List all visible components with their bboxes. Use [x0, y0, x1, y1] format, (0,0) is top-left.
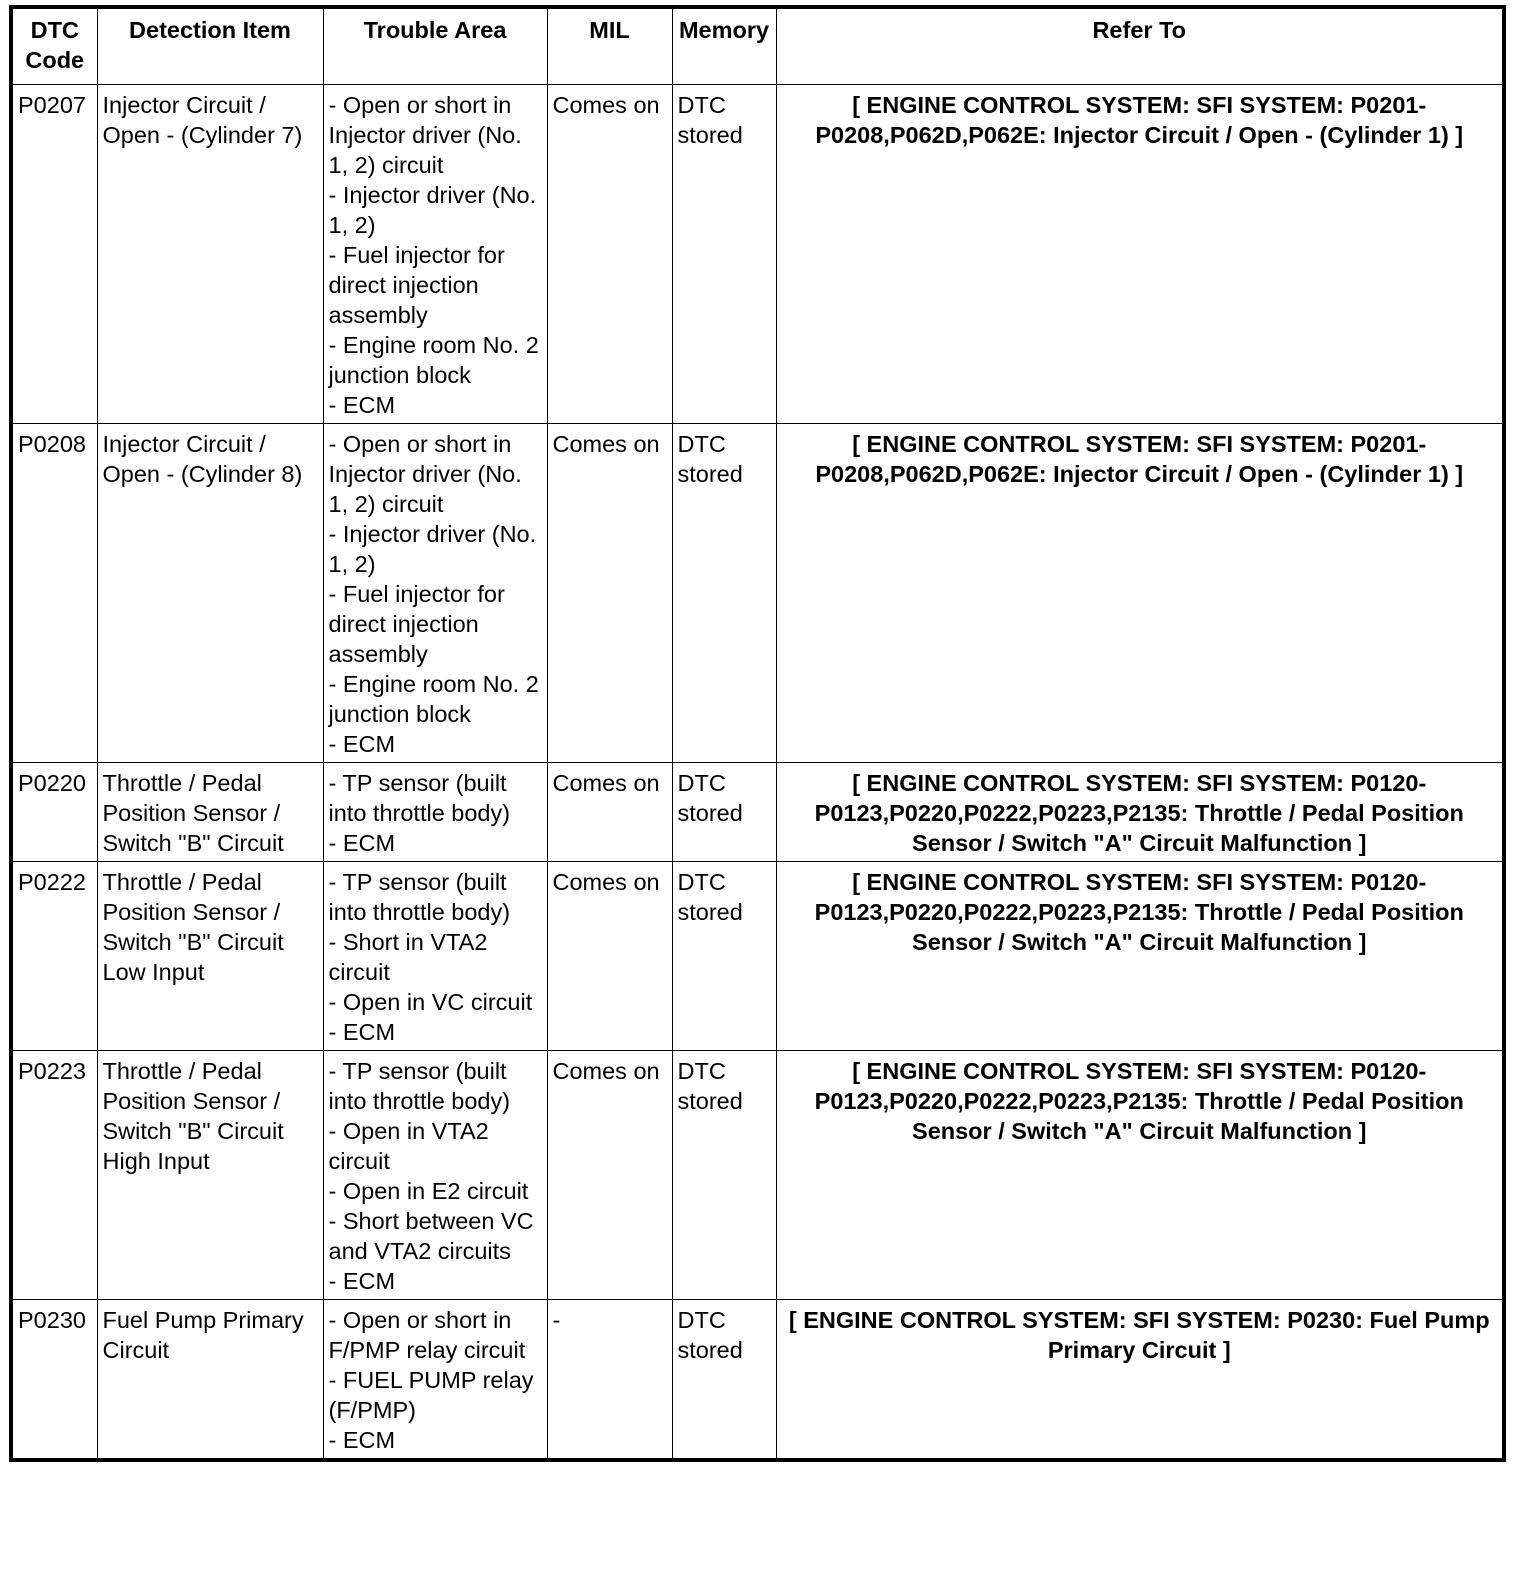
mil-cell: Comes on [547, 862, 672, 1051]
memory-cell: DTC stored [672, 1051, 776, 1300]
trouble-area-line: - Open in VC circuit [328, 989, 533, 1015]
trouble-area-line: - Fuel injector for direct injection assembly [328, 242, 505, 328]
dtc-code-cell: P0208 [11, 424, 97, 763]
detection-item-cell: Injector Circuit / Open - (Cylinder 7) [97, 85, 323, 424]
trouble-area-line: - Open or short in Injector driver (No. 1, 2) circuit [328, 431, 522, 517]
table-row [11, 1300, 1504, 1461]
trouble-area-cell [323, 1300, 547, 1461]
detection-item-cell: Throttle / Pedal Position Sensor / Switch "B" Circuit [97, 763, 323, 862]
mil-cell: Comes on [547, 85, 672, 424]
trouble-area-line: - Fuel injector for direct injection assembly [328, 581, 505, 667]
table-row [11, 85, 1504, 424]
detection-item-cell: Fuel Pump Primary Circuit [97, 1300, 323, 1461]
header-row [11, 7, 1504, 85]
refer-to-cell: [ ENGINE CONTROL SYSTEM: SFI SYSTEM: P0201-P0208,P062D,P062E: Injector Circuit / Open - (Cylinder 1) ] [776, 424, 1504, 763]
dtc-table [9, 5, 1506, 1462]
header-refer-to: Refer To [776, 7, 1504, 85]
header-dtc-code: DTC Code [11, 7, 97, 85]
table-row [11, 424, 1504, 763]
dtc-code-cell: P0222 [11, 862, 97, 1051]
trouble-area-line: - Engine room No. 2 junction block [328, 671, 539, 727]
trouble-area-line: - TP sensor (built into throttle body) [328, 869, 511, 925]
mil-cell: Comes on [547, 763, 672, 862]
detection-item-cell: Throttle / Pedal Position Sensor / Switch "B" Circuit High Input [97, 1051, 323, 1300]
trouble-area-line: - Engine room No. 2 junction block [328, 332, 539, 388]
trouble-area-line: - Open in VTA2 circuit [328, 1118, 489, 1174]
header-mil: MIL [547, 7, 672, 85]
trouble-area-cell [323, 1051, 547, 1300]
trouble-area-line: - FUEL PUMP relay (F/PMP) [328, 1367, 534, 1423]
detection-item-cell: Injector Circuit / Open - (Cylinder 8) [97, 424, 323, 763]
mil-cell: Comes on [547, 1051, 672, 1300]
trouble-area-line: - Open in E2 circuit [328, 1178, 529, 1204]
detection-item-cell: Throttle / Pedal Position Sensor / Switch "B" Circuit Low Input [97, 862, 323, 1051]
refer-to-cell: [ ENGINE CONTROL SYSTEM: SFI SYSTEM: P0120-P0123,P0220,P0222,P0223,P2135: Throttle / Pedal Position Sensor / Switch "A" Circuit Malfunction ] [776, 862, 1504, 1051]
trouble-area-line: - ECM [328, 731, 396, 757]
memory-cell: DTC stored [672, 763, 776, 862]
table-row [11, 1051, 1504, 1300]
memory-cell: DTC stored [672, 862, 776, 1051]
trouble-area-line: - TP sensor (built into throttle body) [328, 770, 511, 826]
trouble-area-line: - ECM [328, 1268, 396, 1294]
header-trouble-area: Trouble Area [323, 7, 547, 85]
trouble-area-line: - ECM [328, 1427, 396, 1453]
header-memory: Memory [672, 7, 776, 85]
trouble-area-cell [323, 424, 547, 763]
trouble-area-line: - ECM [328, 1019, 396, 1045]
trouble-area-line: - Short between VC and VTA2 circuits [328, 1208, 534, 1264]
refer-to-cell: [ ENGINE CONTROL SYSTEM: SFI SYSTEM: P0120-P0123,P0220,P0222,P0223,P2135: Throttle / Pedal Position Sensor / Switch "A" Circuit Malfunction ] [776, 1051, 1504, 1300]
trouble-area-line: - Short in VTA2 circuit [328, 929, 488, 985]
header-detection-item: Detection Item [97, 7, 323, 85]
trouble-area-line: - Open or short in F/PMP relay circuit [328, 1307, 526, 1363]
refer-to-cell: [ ENGINE CONTROL SYSTEM: SFI SYSTEM: P0230: Fuel Pump Primary Circuit ] [776, 1300, 1504, 1461]
memory-cell: DTC stored [672, 1300, 776, 1461]
trouble-area-cell [323, 862, 547, 1051]
refer-to-cell: [ ENGINE CONTROL SYSTEM: SFI SYSTEM: P0201-P0208,P062D,P062E: Injector Circuit / Open - (Cylinder 1) ] [776, 85, 1504, 424]
trouble-area-cell [323, 763, 547, 862]
trouble-area-line: - ECM [328, 830, 396, 856]
trouble-area-cell [323, 85, 547, 424]
dtc-code-cell: P0207 [11, 85, 97, 424]
trouble-area-line: - Injector driver (No. 1, 2) [328, 521, 537, 577]
trouble-area-line: - Injector driver (No. 1, 2) [328, 182, 537, 238]
refer-to-cell: [ ENGINE CONTROL SYSTEM: SFI SYSTEM: P0120-P0123,P0220,P0222,P0223,P2135: Throttle / Pedal Position Sensor / Switch "A" Circuit Malfunction ] [776, 763, 1504, 862]
dtc-code-cell: P0223 [11, 1051, 97, 1300]
table-row [11, 763, 1504, 862]
trouble-area-line: - ECM [328, 392, 396, 418]
trouble-area-line: - TP sensor (built into throttle body) [328, 1058, 511, 1114]
memory-cell: DTC stored [672, 424, 776, 763]
table-row [11, 862, 1504, 1051]
memory-cell: DTC stored [672, 85, 776, 424]
mil-cell: Comes on [547, 424, 672, 763]
dtc-code-cell: P0230 [11, 1300, 97, 1461]
mil-cell: - [547, 1300, 672, 1461]
dtc-code-cell: P0220 [11, 763, 97, 862]
trouble-area-line: - Open or short in Injector driver (No. 1, 2) circuit [328, 92, 522, 178]
